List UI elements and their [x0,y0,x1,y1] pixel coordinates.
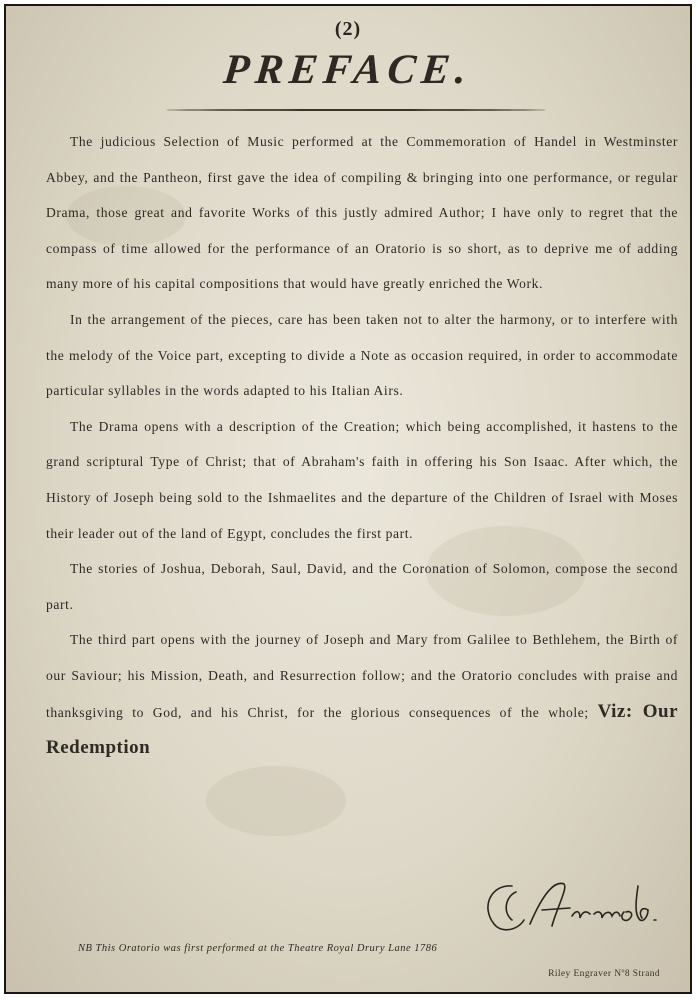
engraver-credit: Riley Engraver Nº8 Strand [548,969,660,979]
footnote: NB This Oratorio was first performed at the Theatre Royal Drury Lane 1786 [78,943,438,954]
paragraph-3: The Drama opens with a description of the Creation; which being accomplished, it hastens to the grand scriptural Type of Christ; that of Abraham's faith in offering his Son Isaac. After which, the History of Joseph being sold to the Ishmaelites and the departure of the Children of Israel with Moses their leader out of the land of Egypt, concludes the first part. [46,418,678,541]
paper-stain [206,766,346,836]
paragraph-4: The stories of Joshua, Deborah, Saul, David, and the Coronation of Solomon, compose the second part. [46,561,678,612]
document-page [4,4,692,994]
preface-body [46,124,678,767]
page-number: (2) [334,18,362,40]
closing-emphasis: Viz: Our Redemption [46,700,679,759]
paragraph-5-text: The third part opens with the journey of Joseph and Mary from Galilee to Bethlehem, the Birth of our Saviour; his Mission, Death, and Resurrection follow; and the Oratorio concludes with praise and thanksgiving to God, and his Christ, for the glorious consequences of the whole; [46,632,678,720]
paragraph-2: In the arrangement of the pieces, care has been taken not to alter the harmony, or to interfere with the melody of the Voice part, excepting to divide a Note as occasion required, in order to accommodate particular syllables in the words adapted to his Italian Airs. [46,311,678,399]
page-title: PREFACE. [221,47,475,93]
paragraph-1: The judicious Selection of Music performed at the Commemoration of Handel in Westminster Abbey, and the Pantheon, first gave the idea of compiling & bringing into one performance, or regular Drama, those great and favorite Works of this justly admired Author; I have only to regret that the compass of time allowed for the performance of an Oratorio is so short, as to deprive me of adding many more of his capital compositions that would have greatly enriched the Work. [46,134,678,292]
title-rule [166,109,546,111]
signature [472,866,672,946]
paragraph-5 [46,622,678,766]
